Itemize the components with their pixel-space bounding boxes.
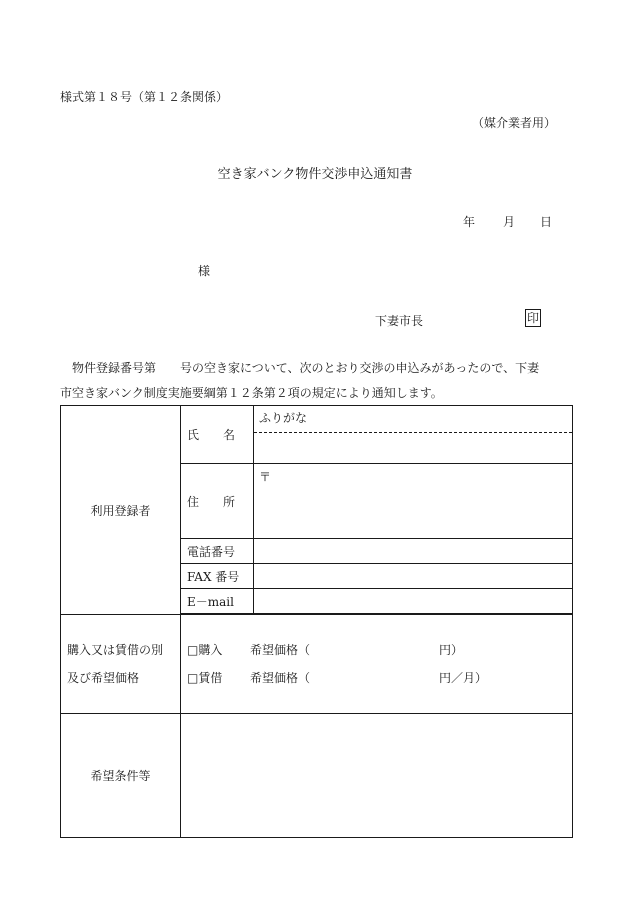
registrant-label: 利用登録者 [61,406,181,615]
notice-text [60,356,572,406]
date-month-label: 月 [503,215,516,229]
purchase-rent-label-line-2: 及び希望価格 [67,671,140,685]
rent-option-row [187,664,572,692]
purchase-option-row [187,636,572,664]
date-day-label: 日 [540,215,553,229]
phone-label: 電話番号 [181,539,254,564]
seal-mark: 印 [527,311,540,325]
email-field[interactable] [254,589,573,614]
purchase-rent-label-line-1: 購入又は賃借の別 [67,643,164,657]
notice-line-1: 物件登録番号第 号の空き家について、次のとおり交渉の申込みがあったので、下妻 [72,361,540,375]
purchase-price-label: 希望価格（ [250,643,311,657]
conditions-field[interactable] [181,714,573,838]
rent-yen-per-month-label: 円／月） [439,671,488,685]
document-title: 空き家バンク物件交渉申込通知書 [217,167,413,182]
conditions-label: 希望条件等 [61,714,181,838]
email-label: E－mail [181,589,254,614]
phone-field[interactable] [254,539,573,564]
purchase-yen-label: 円） [439,643,464,657]
purchase-rent-label [61,615,181,714]
purchase-rent-field [181,615,573,714]
fax-field[interactable] [254,564,573,589]
usage-note: （媒介業者用） [471,116,556,130]
fax-label: FAX 番号 [181,564,254,589]
purchase-checkbox[interactable]: □購入 [187,643,223,657]
issuer-name: 下妻市長 [375,314,424,328]
rent-checkbox[interactable]: □賃借 [187,671,223,685]
application-table [60,405,573,838]
furigana-label: ふりがな [259,411,308,425]
notice-line-2: 市空き家バンク制度実施要綱第１２条第２項の規定により通知します。 [60,386,443,400]
name-field[interactable] [254,433,573,464]
addressee-suffix: 様 [198,264,211,278]
address-field[interactable] [254,464,573,539]
date-year-label: 年 [463,215,476,229]
rent-price-label: 希望価格（ [250,671,311,685]
form-number: 様式第１８号（第１２条関係） [60,90,229,104]
furigana-field[interactable] [254,406,573,433]
name-label: 氏 名 [181,406,254,464]
address-label: 住 所 [181,464,254,539]
postal-mark: 〒 [259,470,272,484]
